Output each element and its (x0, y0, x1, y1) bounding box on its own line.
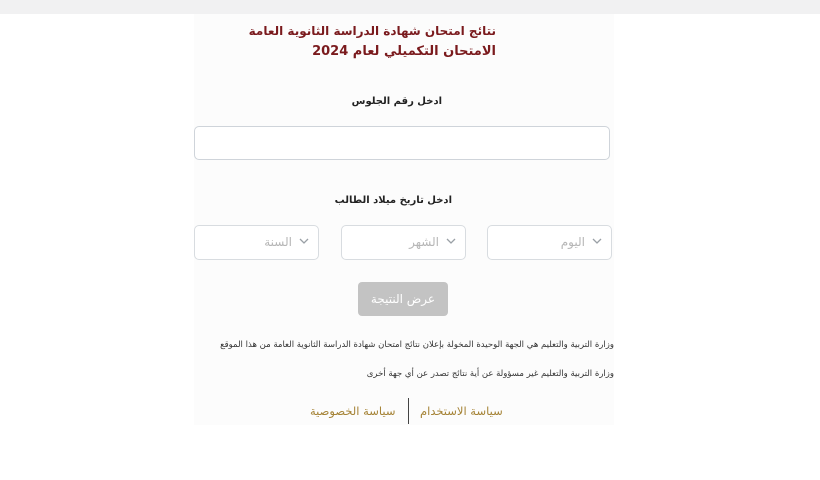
month-placeholder: الشهر (409, 235, 439, 249)
year-placeholder: السنة (264, 235, 292, 249)
form-panel (194, 14, 614, 425)
day-select[interactable] (487, 225, 612, 260)
chevron-down-icon (591, 235, 603, 247)
show-result-button[interactable]: عرض النتيجة (358, 282, 448, 316)
birth-date-label: ادخل تاريخ ميلاد الطالب (334, 195, 452, 206)
disclaimer-notice: وزارة التربية والتعليم غير مسؤولة عن أية نتائج تصدر عن أي جهة أخرى (366, 369, 614, 379)
chevron-down-icon (445, 235, 457, 247)
chevron-down-icon (298, 235, 310, 247)
year-select[interactable] (194, 225, 319, 260)
footer-divider (408, 398, 409, 424)
browser-top-bar (0, 0, 820, 14)
page-title: نتائج امتحان شهادة الدراسة الثانوية العامة (248, 24, 496, 38)
day-placeholder: اليوم (560, 235, 585, 249)
terms-of-use-link[interactable]: سياسة الاستخدام (420, 404, 503, 418)
month-select[interactable] (341, 225, 466, 260)
privacy-policy-link[interactable]: سياسة الخصوصية (310, 404, 396, 418)
seat-number-input[interactable] (194, 126, 610, 160)
page-subtitle: الامتحان التكميلي لعام 2024 (312, 44, 496, 59)
seat-number-label: ادخل رقم الجلوس (351, 96, 442, 107)
authority-notice: وزارة التربية والتعليم هي الجهة الوحيدة المخولة بإعلان نتائج امتحان شهادة الدراسة الثانوية العامة من هذا الموقع (220, 340, 614, 350)
